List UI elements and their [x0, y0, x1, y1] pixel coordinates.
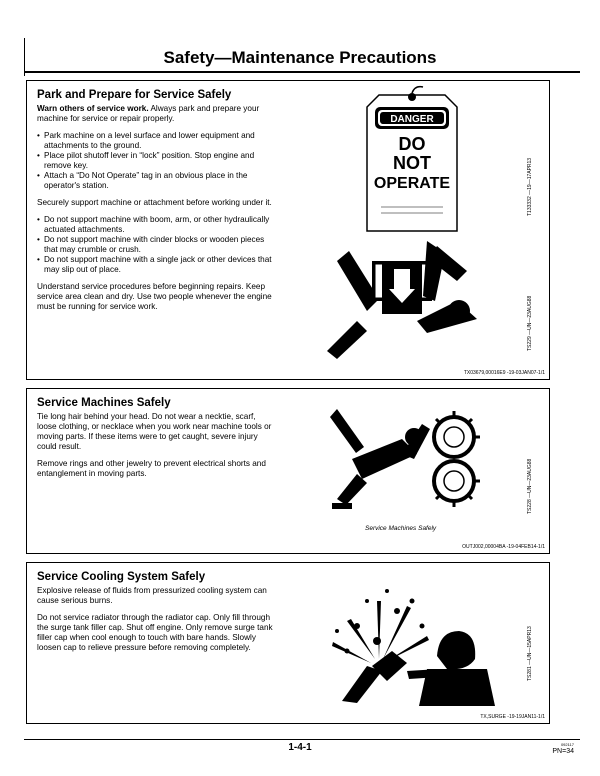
list-item: • Do not support machine with boom, arm, or other hydraulically actuated attachments.	[37, 215, 277, 235]
intro-paragraph	[37, 104, 277, 124]
intro-bold: Warn others of service work.	[37, 104, 149, 113]
title-rule	[24, 71, 580, 73]
paragraph: Remove rings and other jewelry to prevent electrical shorts and entanglement in moving parts.	[37, 459, 266, 478]
section-body	[37, 104, 277, 319]
paragraph: Tie long hair behind your head. Do not wear a necktie, scarf, loose clothing, or necklace when you work near machine tools or moving parts. If these items were to get caught, severe injury could result.	[37, 412, 272, 451]
reference-code: OUTJ002,00004BA -19-04FEB14-1/1	[462, 544, 545, 550]
paragraph: Securely support machine or attachment before working under it.	[37, 198, 272, 207]
crush-hazard-illustration	[327, 241, 487, 361]
paragraph: Explosive release of fluids from pressurized cooling system can cause serious burns.	[37, 586, 267, 605]
list-item: • Do not support machine with cinder blocks or wooden pieces that may crumble or crush.	[37, 235, 277, 255]
entanglement-hazard-illustration	[322, 399, 492, 519]
section-park-prepare	[26, 80, 550, 380]
image-ref-vertical: TS281 —UN—15APR13	[527, 626, 533, 681]
footer-rule	[24, 739, 580, 740]
section-service-machines	[26, 388, 550, 554]
section-body	[37, 586, 277, 660]
section-title: Service Cooling System Safely	[37, 571, 206, 583]
paragraph: Understand service procedures before beginning repairs. Keep service area clean and dry. Use two people whenever the engine must be running for service work.	[37, 282, 272, 311]
tag-line2: NOT	[393, 153, 431, 173]
list-item: • Park machine on a level surface and lower equipment and attachments to the ground.	[37, 131, 277, 151]
footer-pn: PN=34	[552, 748, 574, 755]
tag-danger-text: DANGER	[390, 114, 434, 125]
pressurized-fluid-illustration	[327, 571, 497, 706]
section-title: Service Machines Safely	[37, 397, 171, 409]
section-cooling-system	[26, 562, 550, 724]
footer-small-code: 092117	[560, 742, 574, 747]
list-item: • Do not support machine with a single jack or other devices that may slip out of place.	[37, 255, 277, 275]
danger-tag-illustration	[357, 85, 467, 235]
image-ref-vertical: TS228 —UN—23AUG88	[527, 458, 533, 514]
reference-code: TX,SURGE -19-19JAN11-1/1	[480, 714, 545, 720]
image-ref-vertical: TS229 —UN—23AUG88	[527, 295, 533, 351]
intro-rest: Always park and prepare your machine for service or repair properly.	[37, 104, 260, 123]
page-number: 1-4-1	[288, 742, 312, 753]
image-ref-vertical: T133332 —19—17APR13	[527, 157, 533, 216]
paragraph: Do not service radiator through the radiator cap. Only fill through the surge tank filler cap. Shut off engine. Only remove surge tank filler cap when cool enough to touch with bare hands. Slowly loosen cap to relieve pressure before removing completely.	[37, 613, 273, 652]
list-item: • Attach a “Do Not Operate” tag in an obvious place in the operator's station.	[37, 171, 277, 191]
tag-line3: OPERATE	[373, 175, 451, 192]
section-title: Park and Prepare for Service Safely	[37, 89, 232, 101]
page-title: Safety—Maintenance Precautions	[163, 48, 437, 67]
image-caption: Service Machines Safely	[365, 525, 437, 532]
bullet-list-2	[37, 215, 277, 275]
bullet-list-1	[37, 131, 277, 191]
reference-code: TX03679,00016E9 -19-03JAN07-1/1	[463, 370, 545, 376]
section-body	[37, 412, 277, 486]
list-item: • Place pilot shutoff lever in “lock” position. Stop engine and remove key.	[37, 151, 277, 171]
tag-line1: DO	[398, 134, 426, 154]
